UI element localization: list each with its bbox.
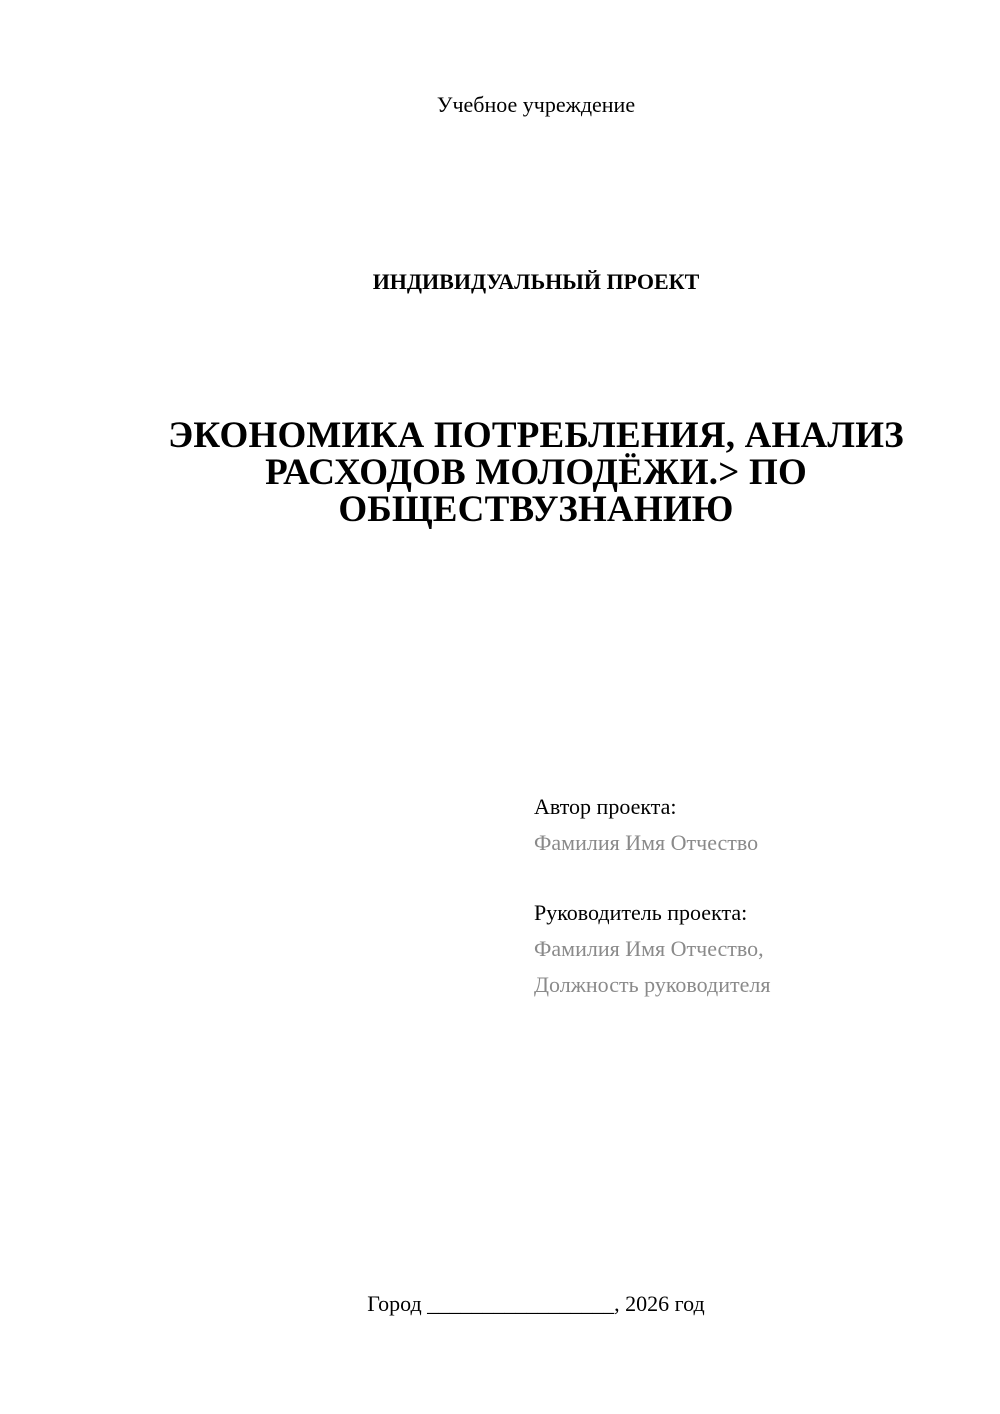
city-year-line: Город _________________, 2026 год <box>367 1291 705 1316</box>
info-spacer <box>534 861 974 895</box>
institution-name: Учебное учреждение <box>436 92 636 117</box>
project-info-block <box>534 789 974 1003</box>
author-label: Автор проекта: <box>534 794 677 819</box>
project-title-line-1: ЭКОНОМИКА ПОТРЕБЛЕНИЯ, АНАЛИЗ <box>168 415 904 456</box>
author-name-placeholder: Фамилия Имя Отчество <box>534 830 759 855</box>
project-title <box>120 417 952 528</box>
project-title-line-2: РАСХОДОВ МОЛОДЁЖИ.> ПО <box>265 452 807 493</box>
project-title-line-3: ОБЩЕСТВУЗНАНИЮ <box>338 489 734 530</box>
supervisor-label: Руководитель проекта: <box>534 900 748 925</box>
supervisor-name-placeholder: Фамилия Имя Отчество, <box>534 936 764 961</box>
supervisor-position-placeholder: Должность руководителя <box>534 972 771 997</box>
project-type-heading: ИНДИВИДУАЛЬНЫЙ ПРОЕКТ <box>372 269 700 294</box>
